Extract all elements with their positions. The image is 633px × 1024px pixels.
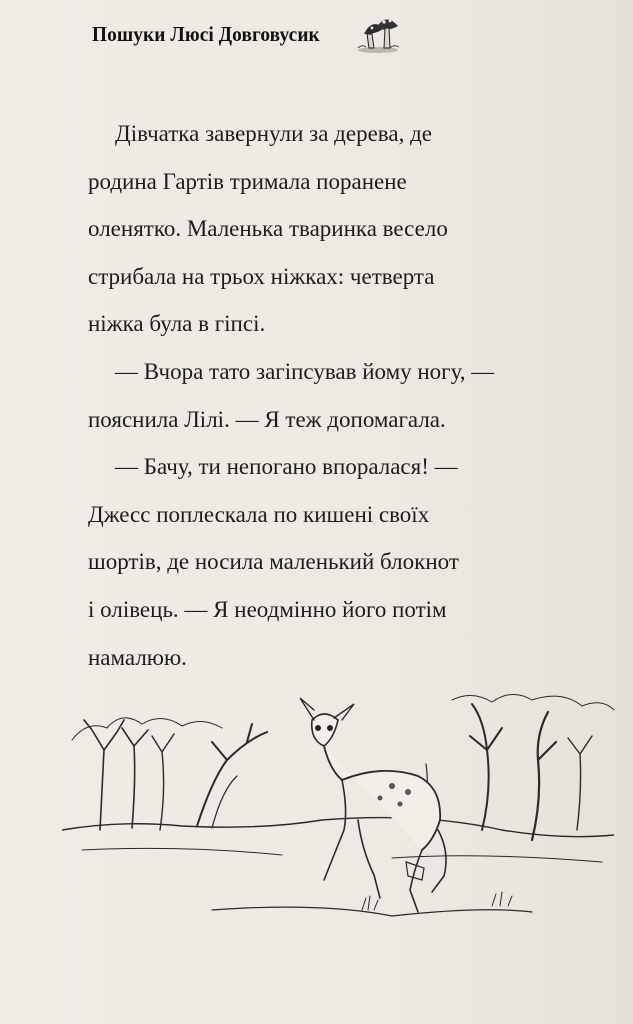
- mushroom-icon: [354, 14, 402, 54]
- body-text: [88, 110, 568, 681]
- running-head: [92, 14, 512, 54]
- running-title: Пошуки Люсі Довговусик: [92, 21, 320, 46]
- text-line: намалюю.: [88, 644, 187, 670]
- fawn-in-forest-illustration: [62, 680, 614, 940]
- text-line: пояснила Лілі. — Я теж допомагала.: [88, 406, 446, 432]
- text-line: стрибала на трьох ніжках: четверта: [88, 263, 435, 289]
- text-line: Дівчатка завернули за дерева, де: [115, 121, 432, 146]
- text-line: — Бачу, ти непогано впоралася! —: [115, 454, 458, 480]
- text-line: — Вчора тато загіпсував йому ногу, —: [115, 358, 495, 384]
- text-line: і олівець. — Я неодмінно його потім: [88, 596, 447, 622]
- text-line: Джесс поплескала по кишені своїх: [88, 501, 430, 527]
- text-line: ніжка була в гіпсі.: [88, 311, 266, 337]
- text-line: родина Гартів тримала поранене: [88, 168, 407, 194]
- text-line: шортів, де носила маленький блокнот: [88, 549, 459, 575]
- text-line: оленятко. Маленька тваринка весело: [88, 216, 448, 242]
